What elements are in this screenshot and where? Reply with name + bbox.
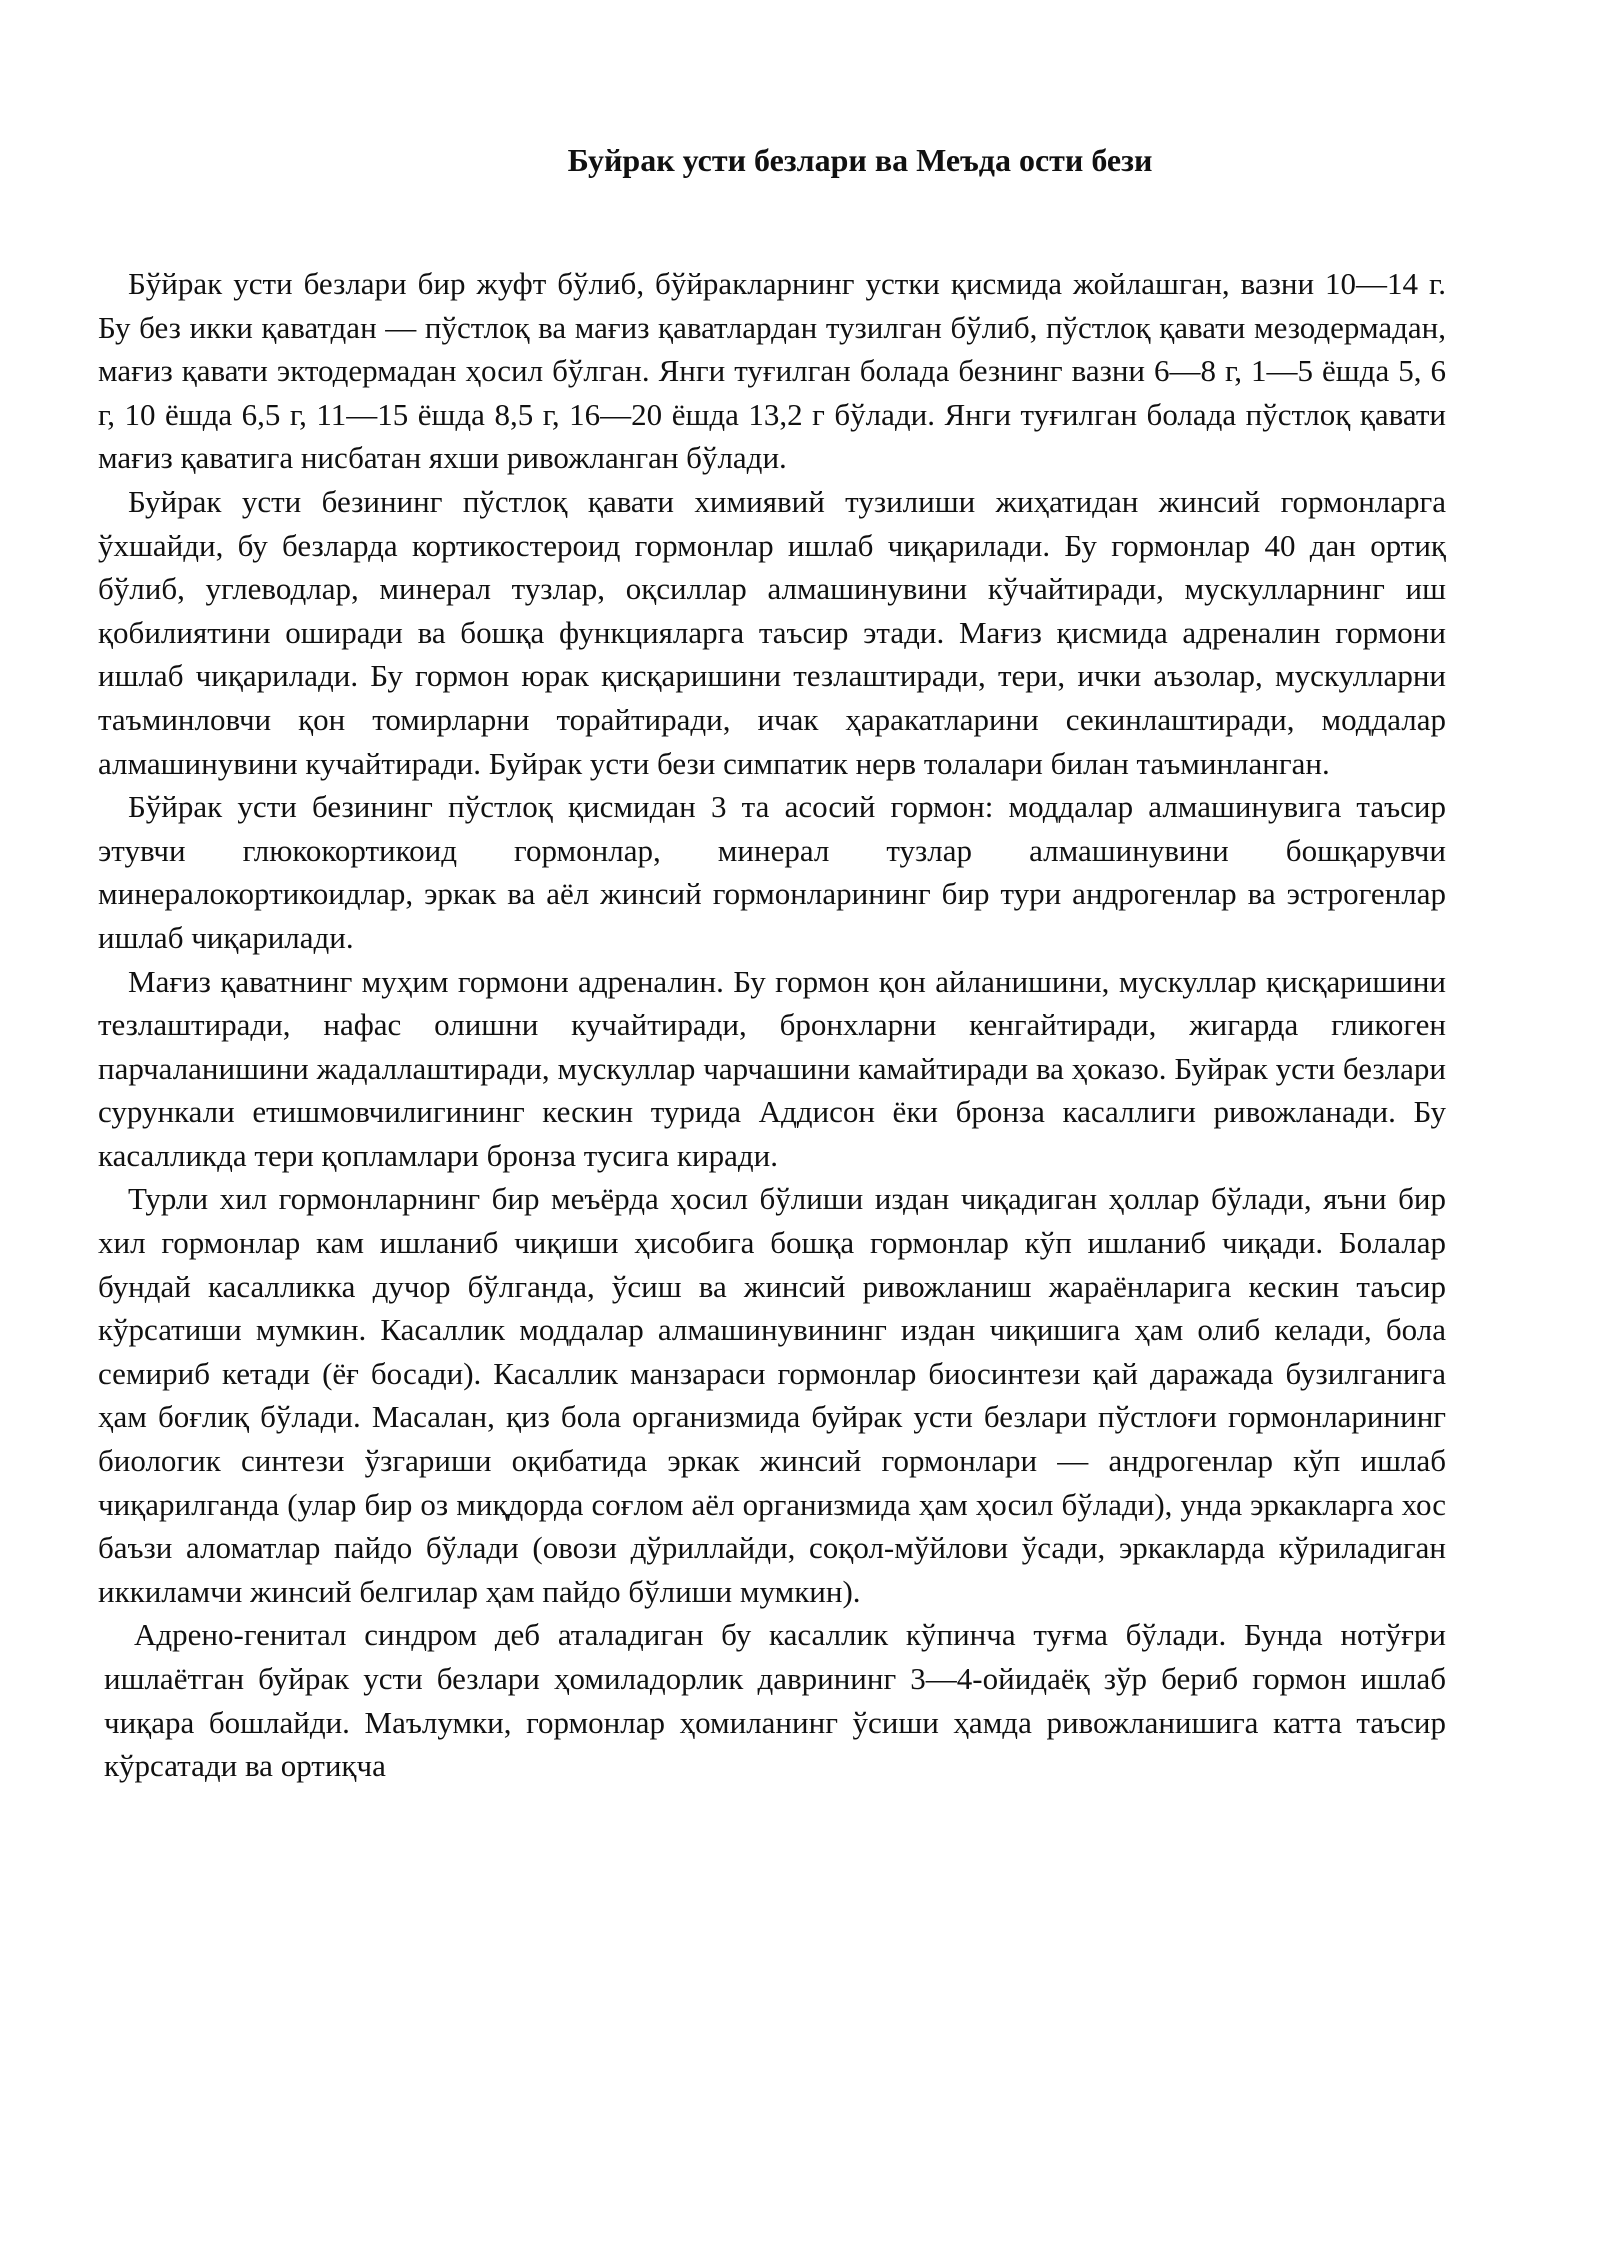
paragraph-4: Мағиз қаватнинг муҳим гормони адреналин. Бу гормон қон айланишини, мускуллар қисқаришини тезлаштиради, нафас олишни кучайтиради, бронхларни кенгайтиради, жигарда гликоген парчаланишини жадаллаштиради, мускуллар чарчашини камайтиради ва ҳоказо. Буйрак усти безлари сурункали етишмовчилигининг кескин турида Аддисон ёки бронза касаллиги ривожланади. Бу касалликда тери қопламлари бронза тусига киради. — [98, 963, 1446, 1173]
paragraph-1: Бўйрак усти безлари бир жуфт бўлиб, бўйракларнинг устки қисмида жойлашган, вазни 10—14 г. Бу без икки қаватдан — пўстлоқ ва мағиз қаватлардан тузилган бўлиб, пўстлоқ қавати мезодермадан, мағиз қавати эктодермадан ҳосил бўлган. Янги туғилган болада безнинг вазни 6—8 г, 1—5 ёшда 5, 6 г, 10 ёшда 6,5 г, 11—15 ёшда 8,5 г, 16—20 ёшда 13,2 г бўлади. Янги туғилган болада пўстлоқ қавати мағиз қаватига нисбатан яхши ривожланган бўлади. — [98, 266, 1446, 476]
page-title: Буйрак усти безлари ва Меъда ости бези — [567, 142, 1153, 178]
paragraph-2: Буйрак усти безининг пўстлоқ қавати химиявий тузилиши жиҳатидан жинсий гормонларга ўхшайди, бу безларда кортикостероид гормонлар ишлаб чиқарилади. Бу гормонлар 40 дан ортиқ бўлиб, углеводлар, минерал тузлар, оқсиллар алмашинувини кўчайтиради, мускулларнинг иш қобилиятини оширади ва бошқа функцияларга таъсир этади. Мағиз қисмида адреналин гормони ишлаб чиқарилади. Бу гормон юрак қисқаришини тезлаштиради, тери, ички аъзолар, мускулларни таъминловчи қон томирларни торайтиради, ичак ҳаракатларини секинлаштиради, моддалар алмашинувини кучайтиради. Буйрак усти бези симпатик нерв толалари билан таъминланган. — [98, 483, 1446, 781]
paragraph-5: Турли хил гормонларнинг бир меъёрда ҳосил бўлиши издан чиқадиган ҳоллар бўлади, яъни бир хил гормонлар кам ишланиб чиқиши ҳисобига бошқа гормонлар кўп ишланиб чиқади. Болалар бундай касалликка дучор бўлганда, ўсиш ва жинсий ривожланиш жараёнларига кескин таъсир кўрсатиши мумкин. Касаллик моддалар алмашинувининг издан чиқишига ҳам олиб келади, бола семириб кетади (ёғ босади). Касаллик манзараси гормонлар биосинтези қай даражада бузилганига ҳам боғлиқ бўлади. Масалан, қиз бола организмида буйрак усти безлари пўстлоғи гормонларининг биологик синтези ўзгариши оқибатида эркак жинсий гормонлари — андрогенлар кўп ишлаб чиқарилганда (улар бир оз миқдорда соғлом аёл организмида ҳам ҳосил бўлади), унда эркакларга хос баъзи аломатлар пайдо бўлади (овози дўриллайди, соқол-мўйлови ўсади, эркакларда кўриладиган иккиламчи жинсий белгилар ҳам пайдо бўлиши мумкин). — [98, 1181, 1446, 1609]
document-body — [98, 262, 1446, 1788]
paragraph-3: Бўйрак усти безининг пўстлоқ қисмидан 3 та асосий гормон: моддалар алмашинувига таъсир этувчи глюкокортикоид гормонлар, минерал тузлар алмашинувини бошқарувчи минералокортикоидлар, эркак ва аёл жинсий гормонларининг бир тури андрогенлар ва эстрогенлар ишлаб чиқарилади. — [98, 789, 1446, 955]
paragraph-6: Адрено-генитал синдром деб аталадиган бу касаллик кўпинча туғма бўлади. Бунда нотўғри ишлаётган буйрак усти безлари ҳомиладорлик даврининг 3—4-ойидаёқ зўр бериб гормон ишлаб чиқара бошлайди. Маълумки, гормонлар ҳомиланинг ўсиши ҳамда ривожланишига катта таъсир кўрсатади ва ортиқча — [104, 1617, 1446, 1784]
